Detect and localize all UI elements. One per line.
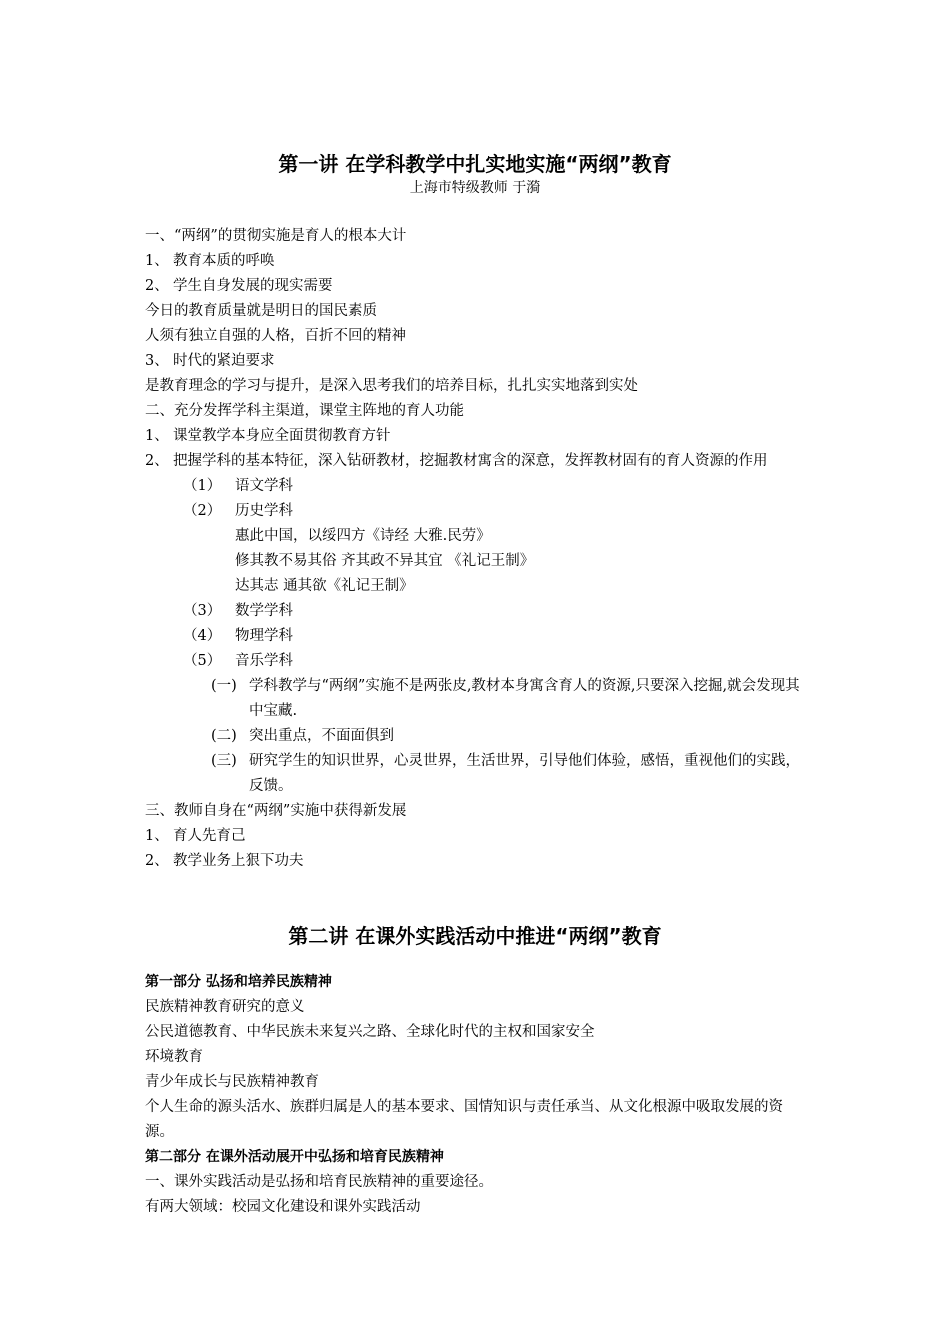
list-item: 2、 学生自身发展的现实需要	[145, 278, 333, 294]
lecture2-title: 第二讲 在课外实践活动中推进“两纲”教育	[288, 924, 662, 948]
list-item: 1、 教育本质的呼唤	[145, 253, 275, 269]
list-item: 1、 课堂教学本身应全面贯彻教育方针	[145, 428, 391, 444]
subject-item: （5） 音乐学科	[183, 653, 293, 669]
paragraph: 人须有独立自强的人格，百折不回的精神	[145, 328, 406, 344]
part-heading-1: 第一部分 弘扬和培养民族精神	[145, 974, 332, 990]
subject-item: （4） 物理学科	[183, 628, 293, 644]
paragraph: 民族精神教育研究的意义	[145, 999, 305, 1015]
paragraph: 今日的教育质量就是明日的国民素质	[145, 303, 377, 319]
section-heading-2: 二、充分发挥学科主渠道，课堂主阵地的育人功能	[145, 403, 464, 419]
section-heading-3: 三、教师自身在“两纲”实施中获得新发展	[145, 803, 407, 819]
subject-item: （2） 历史学科	[183, 503, 293, 519]
lecture1-title: 第一讲 在学科教学中扎实地实施“两纲”教育	[278, 152, 672, 176]
section-heading-1: 一、“两纲”的贯彻实施是育人的根本大计	[145, 228, 407, 244]
sub-point: (二) 突出重点，不面面俱到	[211, 728, 394, 744]
list-item: 1、 育人先育己	[145, 828, 246, 844]
part-heading-2: 第二部分 在课外活动展开中弘扬和培育民族精神	[145, 1149, 444, 1165]
list-item: 2、 教学业务上狠下功夫	[145, 853, 304, 869]
lecture1-author: 上海市特级教师 于漪	[409, 180, 541, 196]
sub-point: (三) 研究学生的知识世界，心灵世界，生活世界，引导他们体验，感悟，重视他们的实践，反馈。	[211, 753, 800, 794]
paragraph: 青少年成长与民族精神教育	[145, 1074, 319, 1090]
paragraph: 是教育理念的学习与提升，是深入思考我们的培养目标，扎扎实实地落到实处	[145, 378, 638, 394]
lecture2-body	[145, 970, 810, 1220]
quote-line: 修其教不易其俗 齐其政不异其宜 《礼记王制》	[235, 553, 535, 569]
paragraph: 公民道德教育、中华民族未来复兴之路、全球化时代的主权和国家安全	[145, 1024, 595, 1040]
paragraph: 有两大领域：校园文化建设和课外实践活动	[145, 1199, 421, 1215]
paragraph: 一、课外实践活动是弘扬和培育民族精神的重要途径。	[145, 1174, 493, 1190]
subject-item: （3） 数学学科	[183, 603, 293, 619]
quote-line: 达其志 通其欲《礼记王制》	[235, 578, 414, 594]
list-item: 3、 时代的紧迫要求	[145, 353, 275, 369]
sub-point: (一) 学科教学与“两纲”实施不是两张皮,教材本身寓含育人的资源,只要深入挖掘,就会发现其中宝藏.	[211, 678, 800, 719]
subject-item: （1） 语文学科	[183, 478, 293, 494]
quote-line: 惠此中国，以绥四方《诗经 大雅.民劳》	[235, 528, 491, 544]
paragraph: 环境教育	[145, 1049, 203, 1065]
lecture1-body	[145, 224, 810, 874]
list-item: 2、 把握学科的基本特征，深入钻研教材，挖掘教材寓含的深意，发挥教材固有的育人资源的作用	[145, 453, 768, 469]
paragraph: 个人生命的源头活水、族群归属是人的基本要求、国情知识与责任承当、从文化根源中吸取发展的资源。	[145, 1099, 783, 1140]
